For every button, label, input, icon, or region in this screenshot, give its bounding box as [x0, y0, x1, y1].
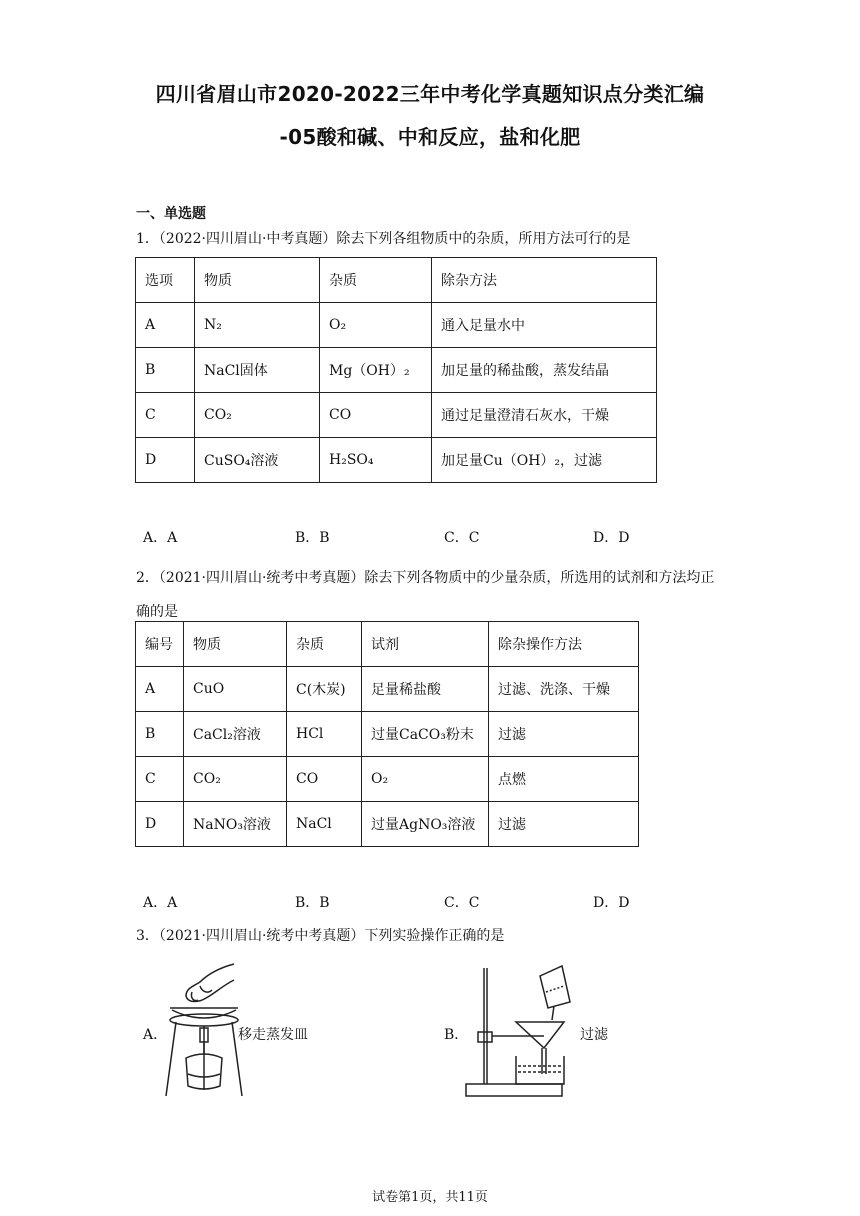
table-cell: 过滤	[489, 712, 639, 757]
table-cell: 足量稀盐酸	[362, 667, 489, 712]
table-cell: 点燃	[489, 757, 639, 802]
table-cell: B	[136, 348, 195, 393]
table-row	[136, 712, 639, 757]
table-cell: CO	[287, 757, 362, 802]
table-cell: H₂SO₄	[320, 438, 432, 483]
table-cell: A	[136, 303, 195, 348]
table-cell: 物质	[184, 622, 287, 667]
table-row	[136, 438, 657, 483]
table-cell: 除杂操作方法	[489, 622, 639, 667]
question-1-table	[135, 257, 657, 483]
table-cell: 过量AgNO₃溶液	[362, 802, 489, 847]
table-cell: A	[136, 667, 184, 712]
option-a-letter[interactable]: A．	[143, 1027, 168, 1043]
table-cell: 加足量Cu（OH）₂，过滤	[432, 438, 657, 483]
option-a[interactable]: A．A	[143, 530, 178, 546]
question-2-text: 2．（2021·四川眉山·统考中考真题）除去下列各物质中的少量杂质，所选用的试剂和方法均正确的是	[136, 570, 715, 620]
option-b[interactable]: B．B	[295, 895, 330, 911]
table-cell: CO	[320, 393, 432, 438]
table-cell: 物质	[195, 258, 320, 303]
table-cell: 通入足量水中	[432, 303, 657, 348]
table-row	[136, 303, 657, 348]
table-row	[136, 348, 657, 393]
table-cell: 过滤	[489, 802, 639, 847]
table-cell: 通过足量澄清石灰水，干燥	[432, 393, 657, 438]
option-b-letter[interactable]: B．	[444, 1027, 469, 1043]
table-cell: 杂质	[320, 258, 432, 303]
filtration-figure	[464, 962, 572, 1098]
question-2-table	[135, 621, 639, 847]
table-cell: C	[136, 757, 184, 802]
table-cell: 试剂	[362, 622, 489, 667]
question-1-options	[136, 527, 636, 547]
section-heading: 一、单选题	[136, 206, 206, 222]
table-cell: 过量CaCO₃粉末	[362, 712, 489, 757]
table-cell: CO₂	[184, 757, 287, 802]
option-b-label: 过滤	[580, 1027, 608, 1043]
page-footer: 试卷第1页，共11页	[372, 1190, 488, 1205]
table-cell: 除杂方法	[432, 258, 657, 303]
doc-title-line1: 四川省眉山市2020-2022三年中考化学真题知识点分类汇编	[155, 82, 705, 106]
table-row	[136, 757, 639, 802]
option-c[interactable]: C．C	[444, 530, 480, 546]
table-row	[136, 667, 639, 712]
table-cell: 加足量的稀盐酸，蒸发结晶	[432, 348, 657, 393]
table-cell: NaCl固体	[195, 348, 320, 393]
table-header-row	[136, 258, 657, 303]
table-cell: CuSO₄溶液	[195, 438, 320, 483]
table-cell: N₂	[195, 303, 320, 348]
table-row	[136, 393, 657, 438]
table-cell: HCl	[287, 712, 362, 757]
table-cell: B	[136, 712, 184, 757]
option-b[interactable]: B．B	[295, 530, 330, 546]
question-2-options	[136, 892, 636, 912]
table-cell: O₂	[362, 757, 489, 802]
evaporating-dish-figure	[164, 962, 244, 1098]
table-header-row	[136, 622, 639, 667]
table-cell: NaCl	[287, 802, 362, 847]
table-cell: D	[136, 802, 184, 847]
table-cell: C(木炭)	[287, 667, 362, 712]
table-cell: 杂质	[287, 622, 362, 667]
table-cell: O₂	[320, 303, 432, 348]
table-cell: CaCl₂溶液	[184, 712, 287, 757]
option-a[interactable]: A．A	[143, 895, 178, 911]
question-1-text: 1．（2022·四川眉山·中考真题）除去下列各组物质中的杂质，所用方法可行的是	[136, 231, 631, 247]
table-cell: NaNO₃溶液	[184, 802, 287, 847]
table-cell: Mg（OH）₂	[320, 348, 432, 393]
table-cell: D	[136, 438, 195, 483]
option-a-label: 移走蒸发皿	[238, 1027, 308, 1043]
option-d[interactable]: D．D	[593, 895, 630, 911]
question-3-text: 3．（2021·四川眉山·统考中考真题）下列实验操作正确的是	[136, 928, 505, 944]
option-c[interactable]: C．C	[444, 895, 480, 911]
table-cell: 选项	[136, 258, 195, 303]
table-row	[136, 802, 639, 847]
doc-title-line2: -05酸和碱、中和反应，盐和化肥	[279, 125, 581, 149]
option-d[interactable]: D．D	[593, 530, 630, 546]
table-cell: 过滤、洗涤、干燥	[489, 667, 639, 712]
table-cell: CO₂	[195, 393, 320, 438]
table-cell: 编号	[136, 622, 184, 667]
table-cell: C	[136, 393, 195, 438]
table-cell: CuO	[184, 667, 287, 712]
